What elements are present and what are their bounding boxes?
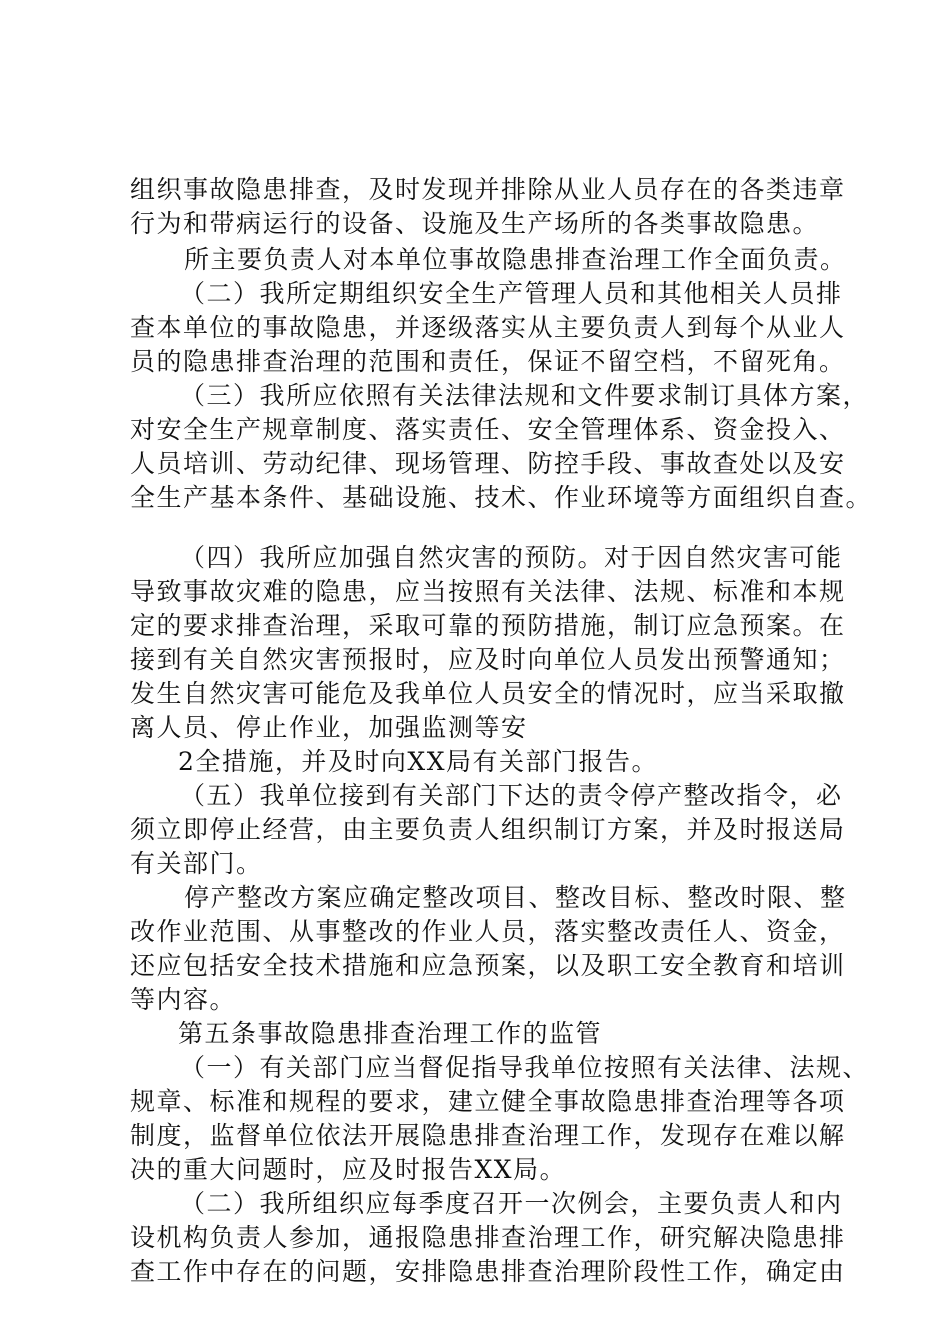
text-line: 查本单位的事故隐患，并逐级落实从主要负责人到每个从业人: [130, 313, 846, 342]
text-line: 制度，监督单位依法开展隐患排查治理工作，发现存在难以解: [130, 1121, 846, 1150]
text-line: 停产整改方案应确定整改项目、整改目标、整改时限、整: [184, 883, 847, 912]
text-line: （三）我所应依照有关法律法规和文件要求制订具体方案，: [180, 381, 870, 410]
text-line: 有关部门。: [130, 849, 263, 878]
text-line: 全生产基本条件、基础设施、技术、作业环境等方面组织自查。: [130, 483, 873, 512]
text-line: 所主要负责人对本单位事故隐患排查治理工作全面负责。: [184, 245, 847, 274]
text-line: 员的隐患排查治理的范围和责任，保证不留空档，不留死角。: [130, 347, 846, 376]
text-line: 人员培训、劳动纪律、现场管理、防控手段、事故查处以及安: [130, 449, 846, 478]
text-line: 规章、标准和规程的要求，建立健全事故隐患排查治理等各项: [130, 1087, 846, 1116]
text-line: 发生自然灾害可能危及我单位人员安全的情况时，应当采取撤: [130, 679, 846, 708]
text-line: 还应包括安全技术措施和应急预案，以及职工安全教育和培训: [130, 951, 846, 980]
text-line: 决的重大问题时，应及时报告XX局。: [130, 1155, 567, 1184]
text-line: 导致事故灾难的隐患，应当按照有关法律、法规、标准和本规: [130, 577, 846, 606]
text-line: （二）我所组织应每季度召开一次例会，主要负责人和内: [180, 1189, 843, 1218]
text-line: 设机构负责人参加，通报隐患排查治理工作，研究解决隐患排: [130, 1223, 846, 1252]
section-heading: 第五条事故隐患排查治理工作的监管: [178, 1019, 603, 1048]
text-line: 改作业范围、从事整改的作业人员，落实整改责任人、资金，: [130, 917, 846, 946]
text-line: （五）我单位接到有关部门下达的责令停产整改指令，必: [180, 781, 843, 810]
text-line: 离人员、停止作业，加强监测等安: [130, 713, 528, 742]
text-line: （四）我所应加强自然灾害的预防。对于因自然灾害可能: [180, 543, 843, 572]
text-line: 定的要求排查治理，采取可靠的预防措施，制订应急预案。在: [130, 611, 846, 640]
text-line: 须立即停止经营，由主要负责人组织制订方案，并及时报送局: [130, 815, 846, 844]
text-line: 等内容。: [130, 985, 237, 1014]
text-line: 2全措施，并及时向XX局有关部门报告。: [178, 747, 659, 776]
text-line: 组织事故隐患排查，及时发现并排除从业人员存在的各类违章: [130, 175, 846, 204]
text-line: 行为和带病运行的设备、设施及生产场所的各类事故隐患。: [130, 209, 820, 238]
text-line: 查工作中存在的问题，安排隐患排查治理阶段性工作，确定由: [130, 1257, 846, 1286]
text-line: 对安全生产规章制度、落实责任、安全管理体系、资金投入、: [130, 415, 846, 444]
text-line: （一）有关部门应当督促指导我单位按照有关法律、法规、: [180, 1053, 870, 1082]
text-line: 接到有关自然灾害预报时，应及时向单位人员发出预警通知；: [130, 645, 846, 674]
text-line: （二）我所定期组织安全生产管理人员和其他相关人员排: [180, 279, 843, 308]
